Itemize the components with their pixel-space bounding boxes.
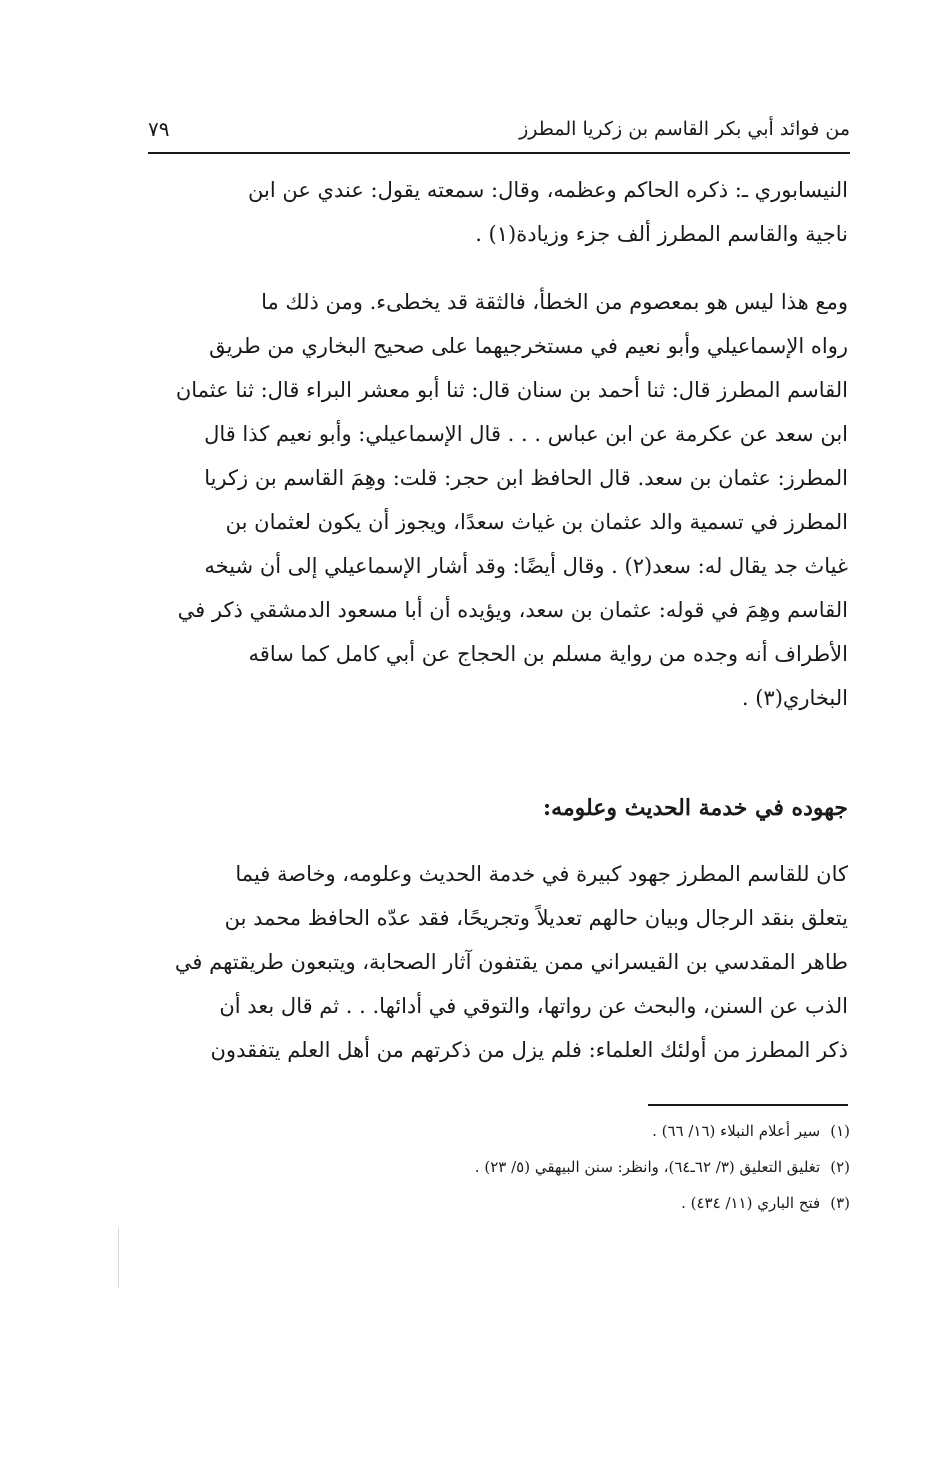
footnote-text: سير أعلام النبلاء (١٦/ ٦٦) .	[652, 1122, 821, 1140]
footnote-number: (٣)	[830, 1194, 850, 1212]
footnotes	[148, 1113, 850, 1221]
footnote-divider	[648, 1104, 848, 1106]
footnote-text: تغليق التعليق (٣/ ٦٢ـ٦٤)، وانظر: سنن البيهقي (٥/ ٢٣) .	[474, 1158, 821, 1176]
footnote-number: (١)	[830, 1122, 850, 1140]
footnote-1	[148, 1113, 850, 1149]
paragraph-2: ومع هذا ليس هو بمعصوم من الخطأ، فالثقة قد يخطىء. ومن ذلك ما رواه الإسماعيلي وأبو نعيم في مستخرجيهما على صحيح البخاري من طريق القاسم المطرز قال: ثنا أحمد بن سنان قال: ثنا أبو معشر البراء قال: ثنا عثمان ابن سعد عن عكرمة عن ابن عباس . . . قال الإسماعيلي: وأبو نعيم كذا قال المطرز: عثمان بن سعد. قال الحافظ ابن حجر: قلت: وهِمَ القاسم بن زكريا المطرز في تسمية والد عثمان بن غياث سعدًا، ويجوز أن يكون لعثمان بن غياث جد يقال له: سعد(٢) . وقال أيضًا: وقد أشار الإسماعيلي إلى أن شيخه القاسم وهِمَ في قوله: عثمان بن سعد، ويؤيده أن أبا مسعود الدمشقي ذكر في الأطراف أنه وجده من رواية مسلم بن الحجاج عن أبي كامل كما ساقه البخاري(٣) .	[175, 290, 848, 710]
footnote-3	[148, 1185, 850, 1221]
section-heading: جهوده في خدمة الحديث وعلومه:	[542, 795, 848, 821]
page-number: ٧٩	[148, 117, 170, 141]
header-divider	[148, 152, 850, 154]
footnote-number: (٢)	[830, 1158, 850, 1176]
footnote-2	[148, 1149, 850, 1185]
running-title: من فوائد أبي بكر القاسم بن زكريا المطرز	[519, 118, 850, 140]
footnote-text: فتح الباري (١١/ ٤٣٤) .	[681, 1194, 821, 1212]
page-header	[148, 110, 850, 150]
paragraph-3: كان للقاسم المطرز جهود كبيرة في خدمة الحديث وعلومه، وخاصة فيما يتعلق بنقد الرجال وبيان حالهم تعديلاً وتجريحًا، فقد عدّه الحافظ محمد بن طاهر المقدسي بن القيسراني ممن يقتفون آثار الصحابة، ويتبعون طريقتهم في الذب عن السنن، والبحث عن رواتها، والتوقي في أدائها. . . ثم قال بعد أن ذكر المطرز من أولئك العلماء: فلم يزل من ذكرتهم من أهل العلم يتفقدون	[174, 862, 848, 1062]
scan-mark	[118, 1228, 119, 1288]
paragraph-1: النيسابوري ـ: ذكره الحاكم وعظمه، وقال: سمعته يقول: عندي عن ابن ناجية والقاسم المطرز ألف جزء وزيادة(١) .	[248, 178, 848, 246]
